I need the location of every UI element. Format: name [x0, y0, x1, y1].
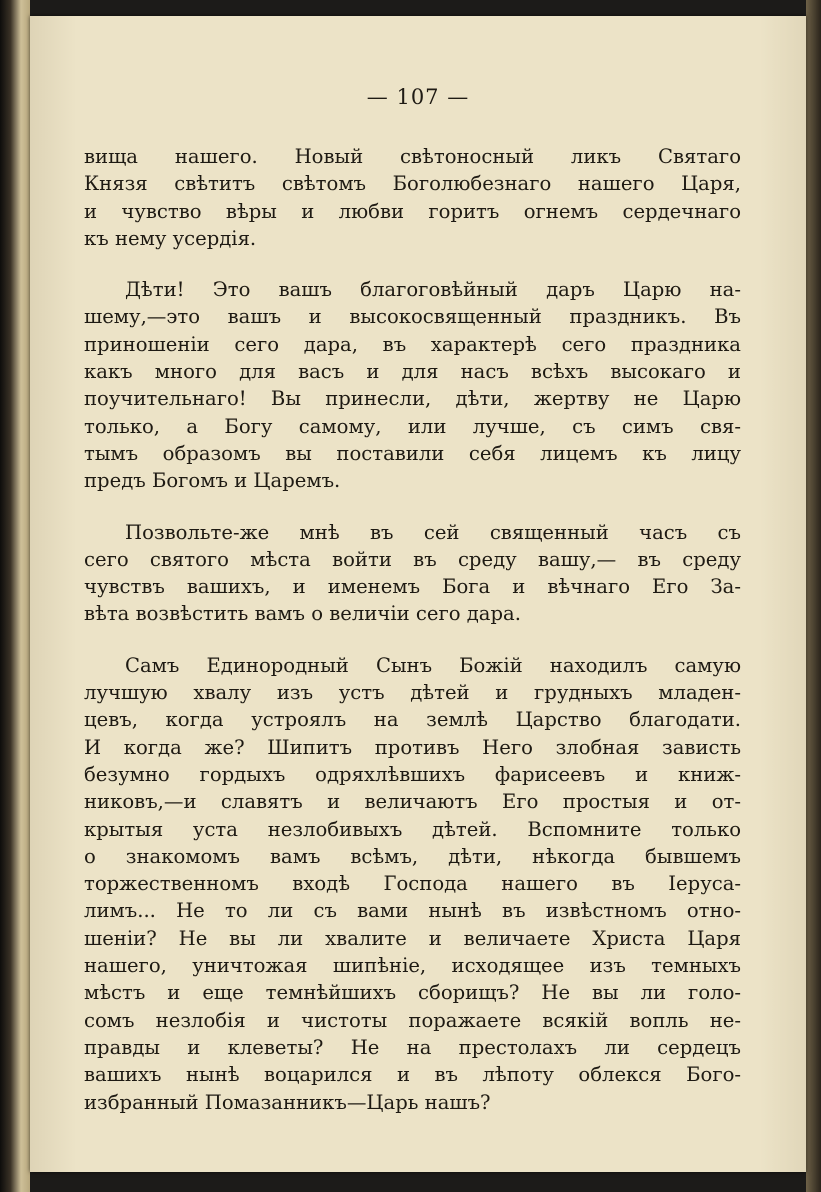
text-line: сомъ незлобія и чистоты поражаете всякій вопль не-	[84, 1008, 741, 1032]
text-line: мѣстъ и еще темнѣйшихъ сборищъ? Не вы ли голо-	[84, 981, 741, 1005]
text-line: правды и клеветы? Не на престолахъ ли сердецъ	[84, 1035, 741, 1059]
paragraph-4	[84, 652, 741, 1116]
text-line: Дѣти! Это вашъ благоговѣйный даръ Царю на-	[125, 278, 741, 302]
text-line: поучительнаго! Вы принесли, дѣти, жертву не Царю	[84, 387, 741, 411]
text-line: шему,—это вашъ и высокосвященный праздникъ. Въ	[84, 305, 741, 329]
text-line: вашихъ нынѣ воцарился и въ лѣпоту облекся Бого-	[84, 1063, 741, 1087]
text-line: лучшую хвалу изъ устъ дѣтей и грудныхъ младен-	[84, 681, 741, 705]
text-line: никовъ,—и славятъ и величаютъ Его простыя и от-	[84, 790, 741, 814]
book-gutter-left	[0, 0, 30, 1192]
text-line: и чувство вѣры и любви горитъ огнемъ сердечнаго	[84, 199, 741, 223]
text-line: сего святого мѣста войти въ среду вашу,— въ среду	[84, 547, 741, 571]
text-line: Князя свѣтитъ свѣтомъ Боголюбезнаго нашего Царя,	[84, 172, 741, 196]
text-line: лимъ... Не то ли съ вами нынѣ въ извѣстномъ отно-	[84, 899, 741, 923]
text-line: шеніи? Не вы ли хвалите и величаете Христа Царя	[84, 926, 741, 950]
text-line: приношеніи сего дара, въ характерѣ сего праздника	[84, 332, 741, 356]
text-line: предъ Богомъ и Царемъ.	[84, 469, 341, 493]
text-line: къ нему усердія.	[84, 226, 257, 250]
text-line: только, а Богу самому, или лучше, съ симъ свя-	[84, 414, 741, 438]
text-line: Позвольте-же мнѣ въ сей священный часъ съ	[125, 520, 741, 544]
book-edge-right	[806, 0, 821, 1192]
paragraph-1	[84, 143, 741, 252]
text-line: тымъ образомъ вы поставили себя лицемъ къ лицу	[84, 441, 741, 465]
book-page	[30, 16, 806, 1172]
text-line: нашего, уничтожая шипѣніе, исходящее изъ темныхъ	[84, 954, 741, 978]
text-line: цевъ, когда устроялъ на землѣ Царство благодати.	[84, 708, 741, 732]
text-line: вѣта возвѣстить вамъ о величіи сего дара.	[84, 602, 521, 626]
text-line: вища нашего. Новый свѣтоносный ликъ Святаго	[84, 145, 741, 168]
text-line: чувствъ вашихъ, и именемъ Бога и вѣчнаго Его За-	[84, 575, 741, 599]
text-line: Самъ Единородный Сынъ Божій находилъ самую	[125, 653, 741, 677]
text-line: избранный Помазанникъ—Царь нашъ?	[84, 1090, 491, 1114]
text-line: о знакомомъ вамъ всѣмъ, дѣти, нѣкогда бывшемъ	[84, 844, 741, 868]
text-line: торжественномъ входѣ Господа нашего въ Іеруса-	[84, 872, 741, 896]
text-line: какъ много для васъ и для насъ всѣхъ высокаго и	[84, 360, 741, 384]
text-line: крытыя уста незлобивыхъ дѣтей. Вспомните только	[84, 817, 741, 841]
paragraph-2	[84, 276, 741, 494]
paragraph-3	[84, 519, 741, 628]
text-line: И когда же? Шипитъ противъ Него злобная зависть	[84, 735, 741, 759]
page-number-header: — 107 —	[366, 85, 470, 109]
text-line: безумно гордыхъ одряхлѣвшихъ фарисеевъ и книж-	[84, 762, 741, 786]
body-text	[84, 143, 741, 1116]
